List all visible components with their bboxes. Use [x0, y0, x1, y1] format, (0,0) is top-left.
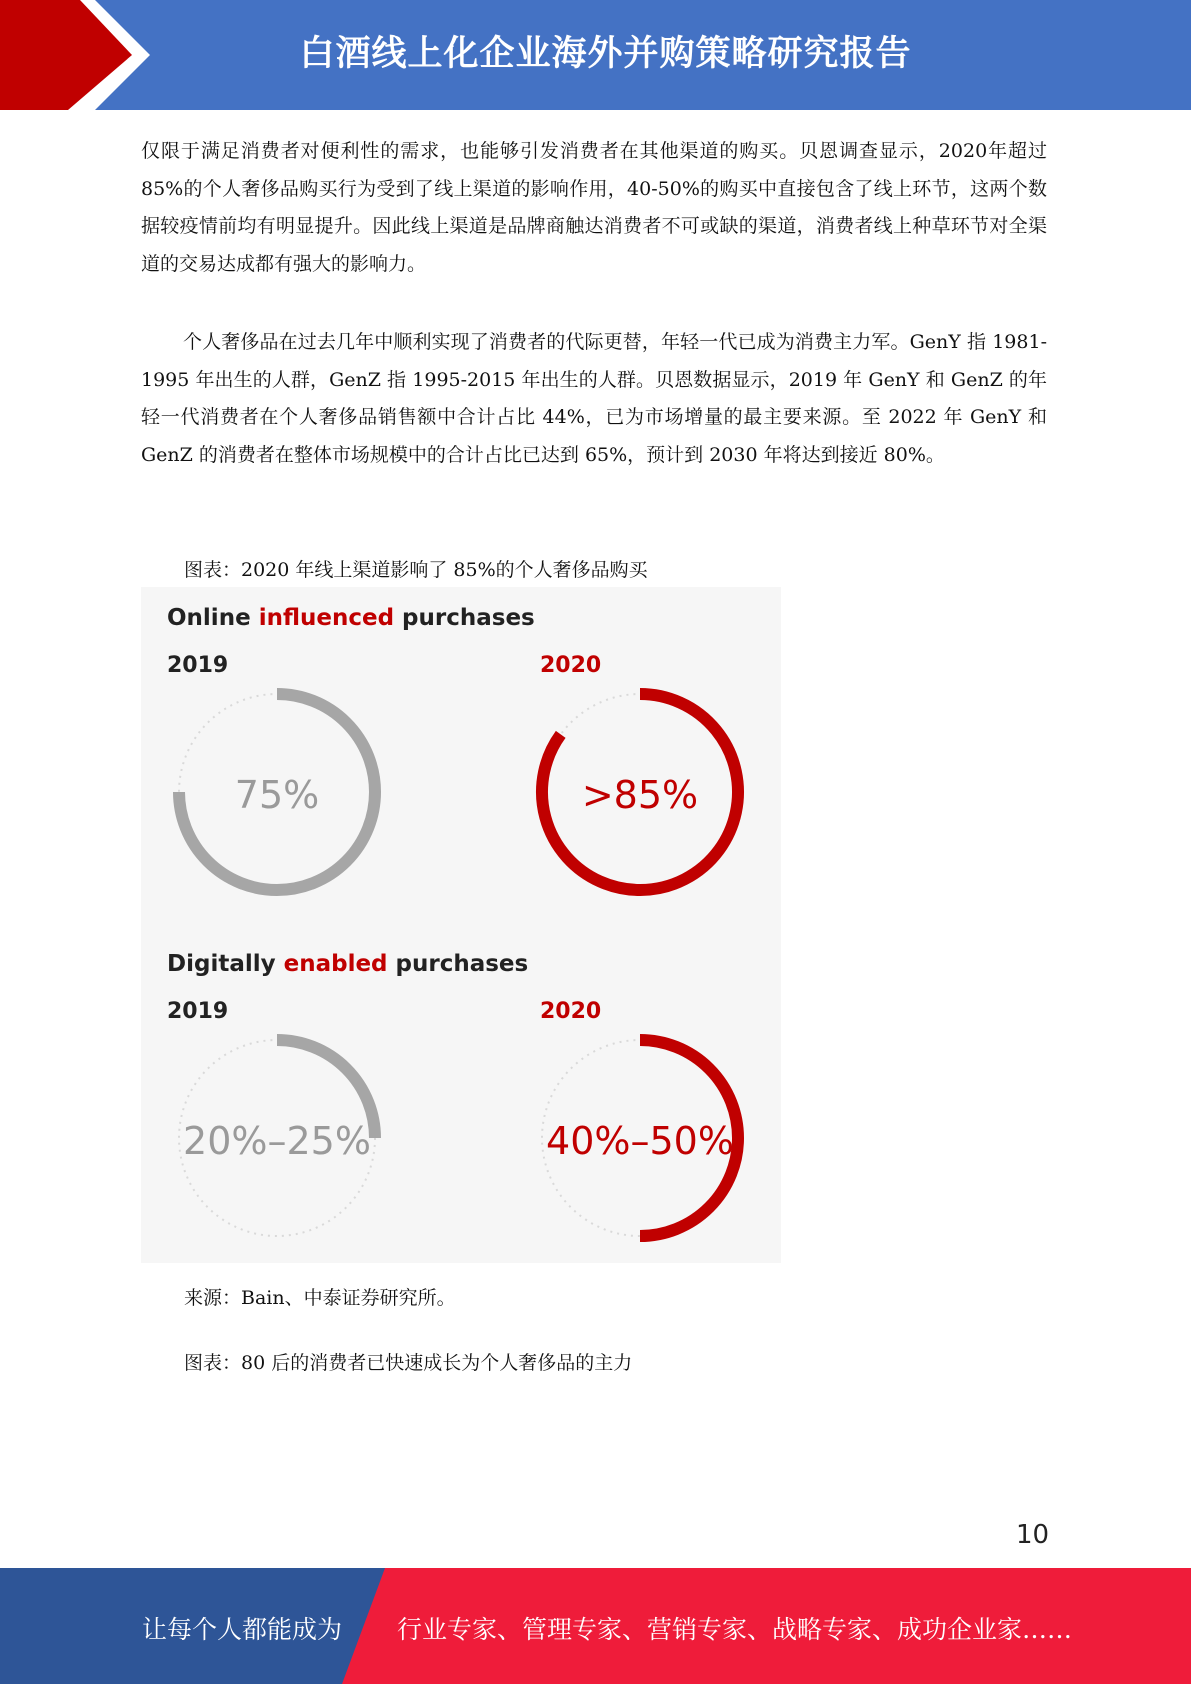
- chart-1-title-highlight: influenced: [258, 605, 395, 631]
- figure-2-caption: 图表：80 后的消费者已快速成长为个人奢侈品的主力: [184, 1352, 633, 1374]
- figure-online-purchases: [141, 587, 781, 1263]
- chart-2-title-part-c: purchases: [387, 951, 529, 977]
- chart-2-title-part-a: Digitally: [167, 951, 284, 977]
- chart-1-title-part-c: purchases: [394, 605, 535, 631]
- chart-2-value-a: 20%–25%: [183, 1119, 371, 1163]
- page-number: 10: [1016, 1520, 1050, 1550]
- page-header: [0, 0, 1191, 110]
- body-paragraph-1: 仅限于满足消费者对便利性的需求，也能够引发消费者在其他渠道的购买。贝恩调查显示，2020年超过 85%的个人奢侈品购买行为受到了线上渠道的影响作用，40-50%的购买中直接包含了线上环节，这两个数据较疫情前均有明显提升。因此线上渠道是品牌商触达消费者不可或缺的渠道，消费者线上种草环节对全渠道的交易达成都有强大的影响力。: [141, 140, 1047, 275]
- chart-1-year-a: 2019: [167, 653, 229, 678]
- figure-1-source: 来源：Bain、中泰证券研究所。: [184, 1287, 456, 1309]
- chart-2-title: [167, 951, 528, 977]
- chart-1-title: [167, 605, 535, 631]
- figure-1-caption: 图表：2020 年线上渠道影响了 85%的个人奢侈品购买: [184, 559, 648, 581]
- chart-1-title-part-a: Online: [167, 605, 259, 631]
- chart-1-value-a: 75%: [234, 773, 320, 817]
- chart-2-year-b: 2020: [540, 999, 602, 1024]
- report-title: 白酒线上化企业海外并购策略研究报告: [299, 34, 912, 74]
- footer-slogan-right: 行业专家、管理专家、营销专家、战略专家、成功企业家……: [397, 1615, 1073, 1644]
- chart-1-value-b: >85%: [581, 773, 699, 817]
- chart-1-year-b: 2020: [540, 653, 602, 678]
- chart-2-title-highlight: enabled: [283, 951, 388, 977]
- body-paragraph-2: 个人奢侈品在过去几年中顺利实现了消费者的代际更替，年轻一代已成为消费主力军。GenY 指 1981-1995 年出生的人群，GenZ 指 1995-2015 年出生的人群。贝恩数据显示，2019 年 GenY 和 GenZ 的年轻一代消费者在个人奢侈品销售额中合计占比 44%，已为市场增量的最主要来源。至 2022 年 GenY 和 GenZ 的消费者在整体市场规模中的合计占比已达到 65%，预计到 2030 年将达到接近 80%。: [141, 331, 1047, 466]
- chart-2-value-b: 40%–50%: [546, 1119, 734, 1163]
- page-footer: [0, 1568, 1191, 1684]
- chart-2-year-a: 2019: [167, 999, 229, 1024]
- footer-slogan-left: 让每个人都能成为: [142, 1615, 343, 1644]
